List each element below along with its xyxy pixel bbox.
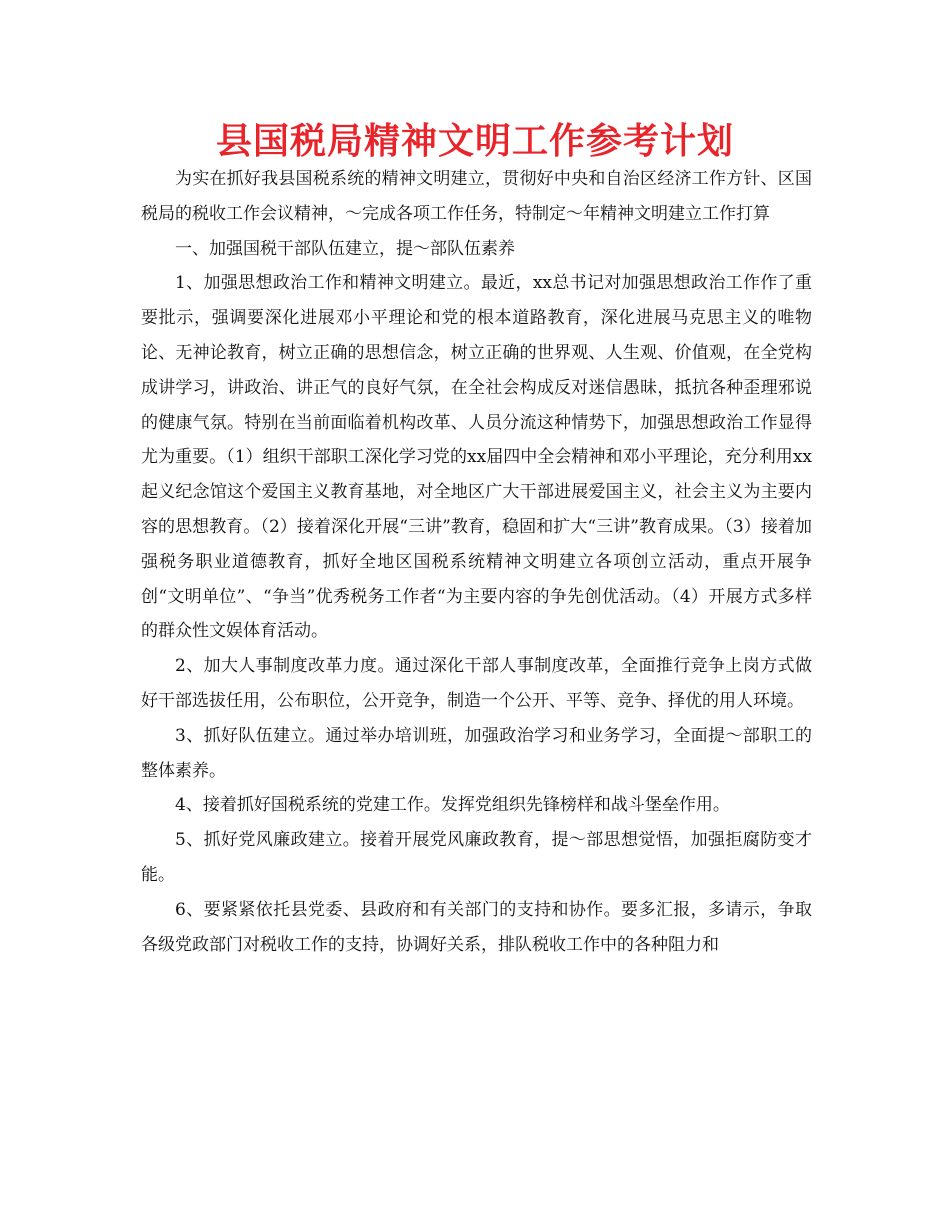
- item-paragraph-6: 6、要紧紧依托县党委、县政府和有关部门的支持和协作。要多汇报，多请示，争取各级党政部门对税收工作的支持，协调好关系，排队税收工作中的各种阻力和: [141, 899, 812, 955]
- item-paragraph-1: 1、加强思想政治工作和精神文明建立。最近，xx总书记对加强思想政治工作作了重要批示，强调要深化进展邓小平理论和党的根本道路教育，深化进展马克思主义的唯物论、无神论教育，树立正确的思想信念，树立正确的世界观、人生观、价值观，在全党构成讲学习，讲政治、讲正气的良好气氛，在全社会构成反对迷信愚昧，抵抗各种歪理邪说的健康气氛。特别在当前面临着机构改革、人员分流这种情势下，加强思想政治工作显得尤为重要。（1）组织干部职工深化学习党的xx届四中全会精神和邓小平理论，充分利用xx起义纪念馆这个爱国主义教育基地，对全地区广大干部进展爱国主义，社会主义为主要内容的思想教育。（2）接着深化开展“三讲”教育，稳固和扩大“三讲”教育成果。（3）接着加强税务职业道德教育，抓好全地区国税系统精神文明建立各项创立活动，重点开展争创“文明单位”、“争当”优秀税务工作者“为主要内容的争先创优活动。（4）开展方式多样的群众性文娱体育活动。: [141, 273, 812, 642]
- item-paragraph-3: 3、抓好队伍建立。通过举办培训班，加强政治学习和业务学习，全面提～部职工的整体素养。: [141, 725, 812, 781]
- item-paragraph-2: 2、加大人事制度改革力度。通过深化干部人事制度改革，全面推行竞争上岗方式做好干部选拔任用，公布职位，公开竞争，制造一个公开、平等、竞争、择优的用人环境。: [141, 656, 812, 711]
- document-title: 县国税局精神文明工作参考计划: [215, 121, 734, 162]
- item-paragraph-5: 5、抓好党风廉政建立。接着开展党风廉政教育，提～部思想觉悟，加强拒腐防变才能。: [141, 830, 812, 885]
- intro-paragraph: 为实在抓好我县国税系统的精神文明建立，贯彻好中央和自治区经济工作方针、区国税局的税收工作会议精神，～完成各项工作任务，特制定～年精神文明建立工作打算: [141, 169, 812, 224]
- item-paragraph-4: 4、接着抓好国税系统的党建工作。发挥党组织先锋榜样和战斗堡垒作用。: [175, 795, 730, 816]
- document-body: [141, 162, 812, 962]
- section-heading-1: 一、加强国税干部队伍建立，提～部队伍素养: [175, 238, 515, 259]
